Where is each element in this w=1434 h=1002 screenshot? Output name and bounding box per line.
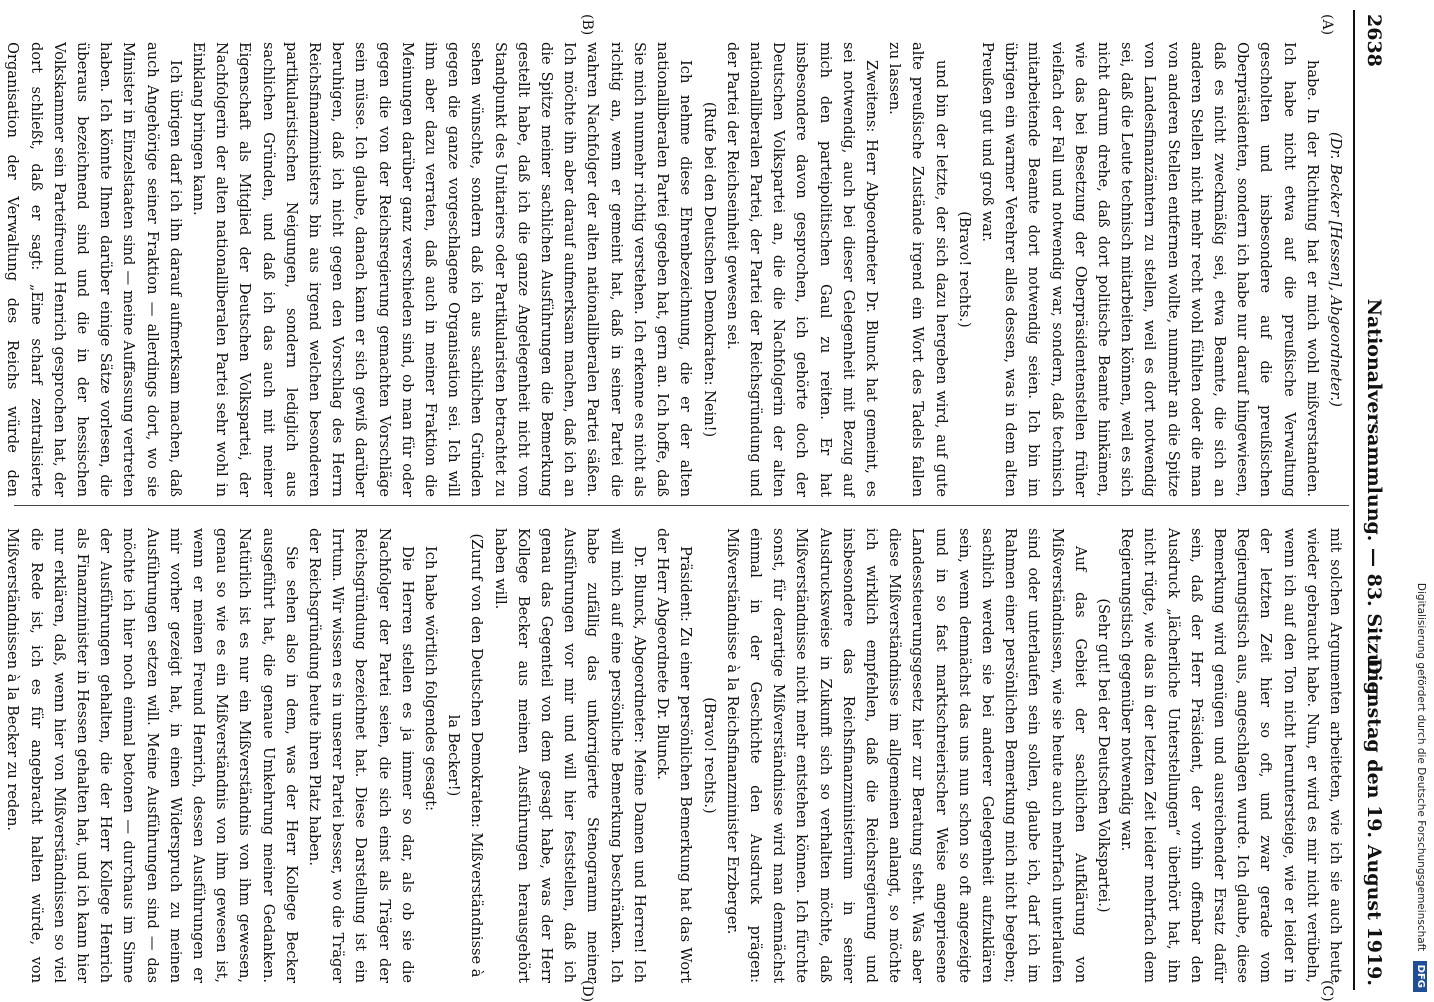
paragraph: Ich nehme diese Ehrenbezeichnung, die er der alten nationalliberalen Partei gegeben hat, gern an. Ich hoffe, daß Sie mich nunmehr richtig verstehen. Ich erkenne es nicht als richtig an, wenn er gemeint hat, daß in seiner Partei die wahren Nachfolger der alten nationalliberalen Partei säßen. Ich möchte ihn aber darauf aufmerksam machen, daß ich an die Spitze meiner sachlichen Ausführungen die Bemerkung gestellt habe, daß ich die ganze Angelegenheit nicht vom Standpunkt des Unitariers oder Partikularisten betrachtet zu sehen wünschte, sondern daß ich aus sachlichen Gründen gegen die ganze vorgeschlagene Organisation sei. Ich will ihm aber dazu verraten, daß auch in meiner Fraktion die Meinungen darüber ganz verschieden sind, ob man für oder gegen die von der Reichsregierung gemachten Vorschläge sein müsse. Ich glaube, danach kann er sich gewiß darüber beruhigen, daß ich nicht gegen den Vorschlag des Herrn Reichsfinanzministers bin aus irgend welchen besonderen partikularistischen Neigungen, sondern lediglich aus sachlichen Gründen, und daß ich das auch mit meiner Eigenschaft als Mitglied der Deutschen Volkspartei, der Nachfolgerin der alten nationalliberalen Partei sehr wohl in Einklang bringen kann. <box>190 42 695 497</box>
speaker-continuation: (Dr. Becker [Hessen], Abgeordneter.) <box>1327 132 1344 407</box>
text-column-left <box>4 42 1347 497</box>
dfg-logo: DFG <box>1413 961 1427 992</box>
quotation: Die Herren stellen es ja immer so dar, als ob sie die Nachfolger der Partei seien, die sich einst als Träger der Reichsgründung bezeichnet hat. Diese Darstellung ist ein Irrtum. Wir wissen es in unserer Partei besser, wo die Träger der Reichsgründung heute ihren Platz haben. <box>306 528 416 983</box>
page-number: 2638 <box>1363 14 1385 67</box>
margin-mark-b: (B) <box>579 14 595 36</box>
paragraph: Zweitens: Herr Abgeordneter Dr. Blunck hat gemeint, es sei notwendig, auch bei dieser Gelegenheit mit Bezug auf mich den parteipolitischen Gaul zu reiten. Er hat insbesondere davon gesprochen, ich gehörte doch der Deutschen Volkspartei an, die die Nachfolgerin der alten nationalliberalen Partei, der Partei der Reichsgründung und der Partei der Reichseinheit gewesen sei. <box>723 42 880 497</box>
paragraph: habe. In der Richtung hat er mich wohl mißverstanden. Ich habe nicht etwa auf die preußische Verwaltung gescholten und insbesondere auf die preußischen Oberpräsidenten, sondern ich habe nur darauf hingewiesen, daß es nicht zweckmäßig sei, etwa Beamte, die sich an anderen Stellen nicht mehr recht wohl fühlten oder die man von anderen Stellen entfernen wollte, nunmehr an die Spitze von Landesfinanzämtern zu stellen, weil es dort notwendig sei, daß die Leute technisch mitarbeiten können, weil es sich nicht darum drehe, daß dort politische Beamte hinkämen, wie das bei Besetzung der Oberpräsidentenstellen früher vielfach der Fall und notwendig war, sondern, daß technisch mitarbeitende Beamte dort notwendig seien. Ich bin im übrigen ein warmer Verehrer alles dessen, was in dem alten Preußen gut und groß war. <box>978 42 1321 497</box>
funding-credit <box>1416 8 1434 992</box>
interjection: (Bravo! rechts.) <box>700 697 718 814</box>
interjection: (Bravo! rechts.) <box>955 211 973 328</box>
paragraph: Dr. Blunck, Abgeordneter: Meine Damen und Herren! Ich will mich auf eine persönliche Bemerkung beschränken. Ich habe zufällig das unkorrigierte Stenogramm meiner Ausführungen vor mir und will hier feststellen, daß ich genau das Gegenteil von dem gesagt habe, was der Herr Kollege Becker aus meinen Ausführungen herausgehört haben will. <box>491 528 648 983</box>
header-rule <box>1353 10 1355 990</box>
margin-mark-a: (A) <box>1319 14 1335 36</box>
margin-mark-d: (D) <box>579 980 595 1002</box>
credit-text: Digitalisierung gefördert durch die Deutsche Forschungsgemeinschaft <box>1415 582 1427 952</box>
paragraph: Auf das Gebiet der sachlichen Aufklärung von Mißverständnissen, wie sie heute auch mehrfach unterlaufen sind oder unterlaufen sein sollen, glaube ich, darf ich im Rahmen einer persönlichen Bemerkung mich nicht begeben; sachlich werden sie bei anderer Gelegenheit aufzuklären sein, wenn demnächst das uns nun schon so oft angezeigte und in so fast marktschreierischer Weise angepriesene Landessteuerungsgesetz hier zur Beratung steht. Was aber diese Mißverständnisse im allgemeinen anlangt, so möchte ich wirklich empfehlen, daß die Reichsregierung und insbesondere das Reichsfinanzministerium in seiner Ausdrucksweise in Zukunft sich so verhalten möchte, daß Mißverständnisse nicht mehr entstehen können. Ich fürchte sonst, für derartige Mißverständnisse wird man demnächst einmal in der Geschichte den Ausdruck prägen: Mißverständnisse à la Reichsfinanzminister Erzberger. <box>723 528 1089 983</box>
interjection: (Sehr gut! bei der Deutschen Volkspartei.) <box>1094 598 1112 913</box>
presiding-remark: Präsident: Zu einer persönlichen Bemerkung hat das Wort der Herr Abgeordnete Dr. Blunck. <box>654 528 695 983</box>
margin-mark-c: (C) <box>1319 980 1335 1002</box>
paragraph: Sie sehen also in dem, was der Herr Kollege Becker ausgeführt hat, die genaue Umkehrung meiner Gedanken. Natürlich ist es nur ein Mißverständnis von ihm gewesen, genau so wie es ein Mißverständnis von ihm gewesen ist, wenn er meinen Freund Henrich, dessen Ausführungen er mir vorher gezeigt hat, in einen Widerspruch zu meinen Ausführungen setzen will. Meine Ausführungen sind — das möchte ich hier noch einmal betonen — durchaus im Sinne der Ausführungen gehalten, die der Herr Kollege Henrich als Finanzminister in Hessen gehalten hat, und ich kann hier nur erklären, daß, wenn hier von Mißverständnissen so viel die Rede ist, ich es für angebracht halten würde, von Mißverständnissen à la Becker zu reden. <box>4 528 300 983</box>
paragraph: Ich übrigen darf ich ihn darauf aufmerksam machen, daß auch Angehörige seiner Fraktion — allerdings dort, wo sie Minister in Einzelstaaten sind — meine Auffassung vertreten haben. Ich könnte Ihnen darüber einige Sätze vorlesen, die überaus bezeichnend sind und die in der hessischen Volkskammer sein Parteifreund Henrich gesprochen hat, der dort schließt, daß er sagt: „Eine scharf zentralisierte Organisation der Verwaltung des Reichs würde den <box>4 42 184 497</box>
interjection: (Rufe bei den Deutschen Demokraten: Nein!) <box>700 101 718 438</box>
session-date: Dienstag den 19. August 1919. <box>1363 658 1385 986</box>
paragraph: und bin der letzte, der sich dazu hergeben wird, auf gute alte preußische Zustände irgend ein Wort des Tadels fallen zu lassen. <box>886 42 950 497</box>
paragraph: mit solchen Argumenten arbeiteten, wie ich sie auch heute wieder gebraucht habe. Nun, er wird es mir nicht verübeln, wenn ich auf den Ton nicht heruntersteige, wie er leider in der letzten Zeit hier so oft, und zwar gerade vom Regierungstisch aus, angeschlagen wurde. Ich glaube, diese Bemerkung wird genügen und ausreichender Ersatz dafür sein, daß der Herr Präsident, der vorhin offenbar den Ausdruck „lächerliche Unterstellungen“ überhört hat, ihn nicht rügte, wie das in der letzten Zeit leider mehrfach dem Regierungstisch gegenüber notwendig war. <box>1118 528 1344 983</box>
interjection: (Zuruf von den Deutschen Demokraten: Mißverständnisse à la Becker!) <box>445 533 486 978</box>
column-separator <box>14 505 1349 506</box>
text-column-right <box>4 528 1347 983</box>
session-title: Nationalversammlung. — 83. Sitzung. <box>1363 298 1385 702</box>
paragraph: Ich habe wörtlich folgendes gesagt: <box>422 546 440 811</box>
